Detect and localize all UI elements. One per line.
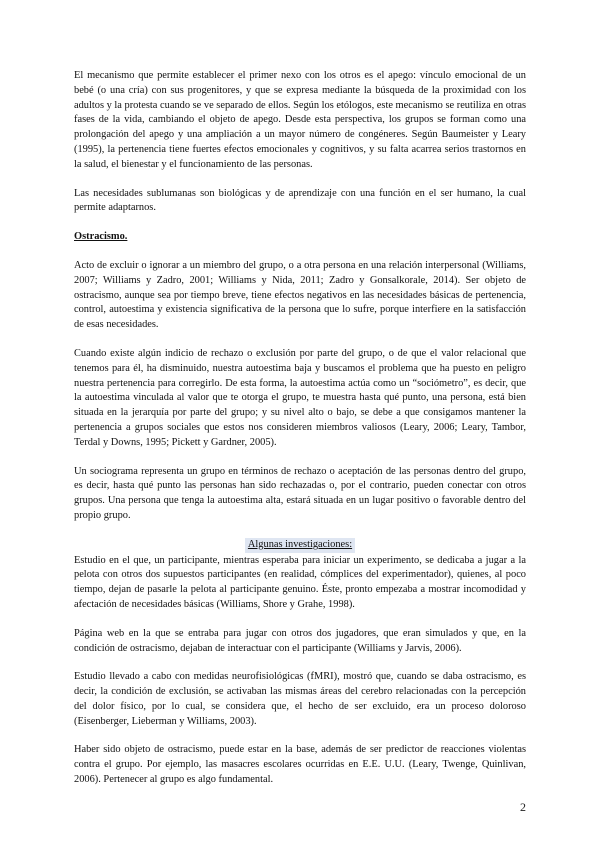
page-number: 2 [520,800,526,814]
paragraph-sociometro: Cuando existe algún indicio de rechazo o exclusión por parte del grupo, o de que el valor relacional que tenemos para él, ha disminuido, nuestra autoestima baja y buscamos el problema que ha puesto en peligro nuestra pertenencia para corregirlo. De esta forma, la autoestima actúa como un “sociómetro”, es decir, que la autoestima vinculada al valor que te otorga el grupo, te muestra hasta qué punto, una persona, está bien situada en la jerarquía por parte del grupo; y su nivel alto o bajo, se debe a que consigamos mantener la pertenencia a grupos sociales que estos nos consideren miembros valiosos (Leary, 2006; Leary, Tambor, Terdal y Downs, 1995; Pickett y Gardner, 2005). [74,347,526,448]
paragraph-ostracismo-definicion: Acto de excluir o ignorar a un miembro del grupo, o a otra persona en una relación interpersonal (Williams, 2007; Williams y Zadro, 2001; Williams y Nida, 2011; Zadro y Gonsalkorale, 2014). Ser objeto de ostracismo, aunque sea por tiempo breve, tiene efectos negativos en las necesidades básicas de pertenencia, control, autoestima y existencia significativa de la persona que lo sufre, porque interfiere en la satisfacción de esas necesidades. [74,259,526,331]
paragraph-reacciones-violentas: Haber sido objeto de ostracismo, puede estar en la base, además de ser predictor de reacciones violentas contra el grupo. Por ejemplo, las masacres escolares ocurridas en E.E. U.U. (Leary, Twenge, Quinlivan, 2006). Pertenecer al grupo es algo fundamental. [74,744,526,786]
paragraph-sociograma: Un sociograma representa un grupo en términos de rechazo o aceptación de las personas dentro del grupo, es decir, hasta qué punto las personas han sido rechazadas o, por el contrario, pueden conectar con otros grupos. Una persona que tenga la autoestima alta, estará situada en un lugar positivo o favorable dentro del propio grupo. [74,465,526,521]
page-body [74,69,526,788]
section-heading-ostracismo: Ostracismo. [74,231,128,243]
paragraph-estudio-pelota: Estudio en el que, un participante, mientras esperaba para iniciar un experimento, se dedicaba a jugar a la pelota con otros dos supuestos participantes (en realidad, cómplices del experimentador), quienes, al poco tiempo, dejan de pasarle la pelota al participante genuino. Éste, pronto empezaba a mostrar incomodidad y afectación de necesidades básicas (Williams, Shore y Grahe, 1998). [74,554,526,610]
paragraph-necesidades: Las necesidades sublumanas son biológicas y de aprendizaje con una función en el ser humano, la cual permite adaptarnos. [74,187,526,214]
research-heading: Algunas investigaciones: [245,538,355,553]
research-heading-row [74,538,526,553]
paragraph-pagina-web: Página web en la que se entraba para jugar con otros dos jugadores, que eran simulados y que, en la condición de ostracismo, dejaban de interactuar con el participante (Williams y Jarvis, 2006). [74,627,526,654]
paragraph-fmri: Estudio llevado a cabo con medidas neurofisiológicas (fMRI), mostró que, cuando se daba ostracismo, es decir, la condición de exclusión, se activaban las mismas áreas del cerebro relacionadas con la percepción del dolor físico, por lo cual, se considera que, el hecho de ser excluido, era un proceso doloroso (Eisenberger, Lieberman y Williams, 2003). [74,671,526,727]
paragraph-apego: El mecanismo que permite establecer el primer nexo con los otros es el apego: vínculo emocional de un bebé (o una cría) con sus progenitores, y que se expresa mediante la búsqueda de la proximidad con los adultos y la protesta cuando se ve separado de ellos. Según los etólogos, este mecanismo se reutiliza en otras fases de la vida, cambiando el objeto de apego. Desde esta perspectiva, los grupos se forman como una prolongación del apego y una ampliación a un mayor número de congéneres. Según Baumeister y Leary (1995), la pertenencia tiene fuertes efectos emocionales y cognitivos, y su falta acarrea serios trastornos en la salud, el bienestar y el funcionamiento de las personas. [74,70,526,170]
